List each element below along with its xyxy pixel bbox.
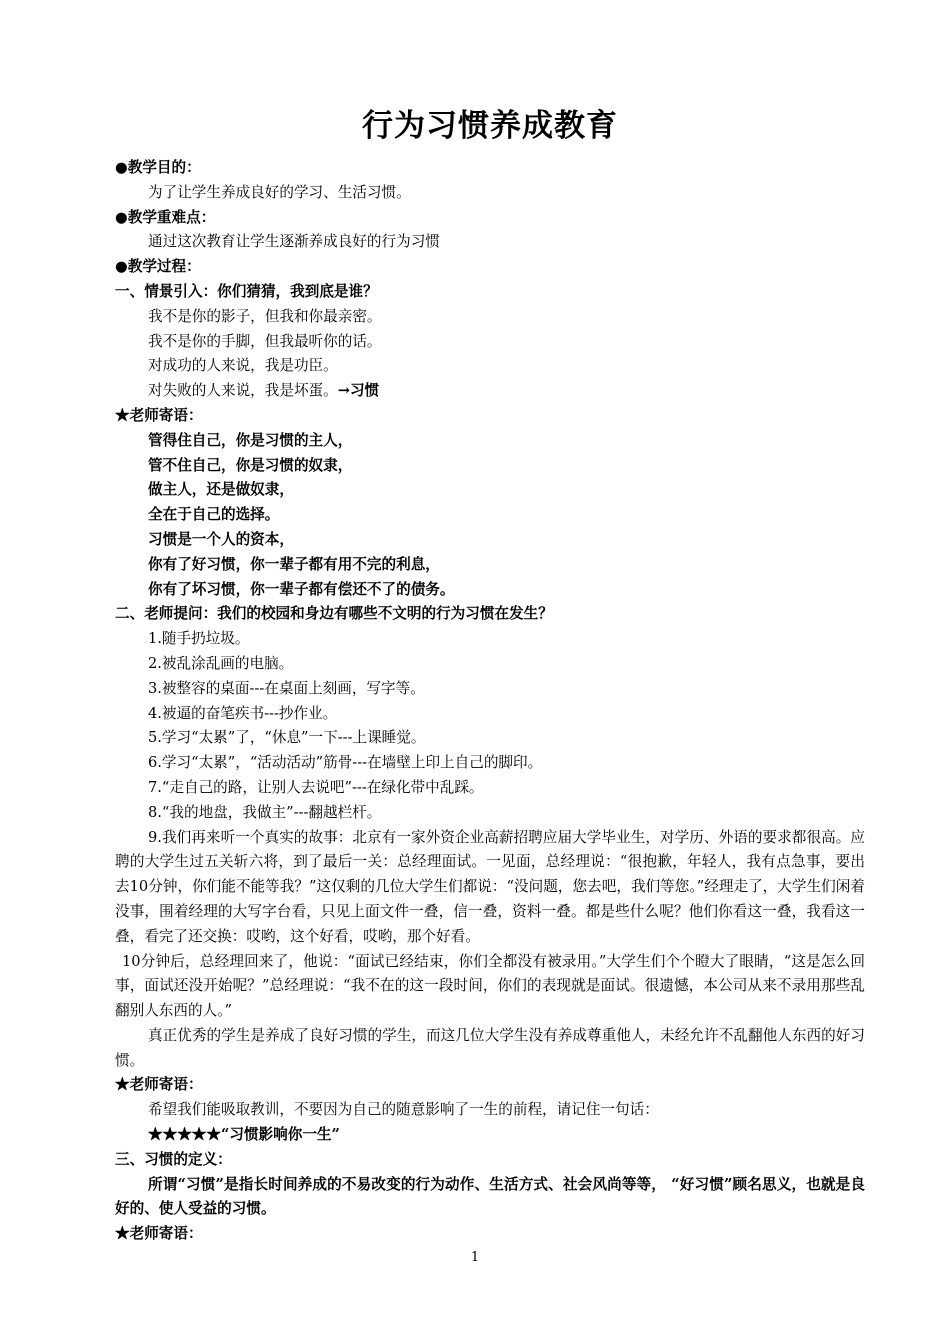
saying-line: 全在于自己的选择。 [148,506,280,524]
saying-line: 你有了坏习惯，你一辈子都有偿还不了的债务。 [148,580,455,598]
document-page [115,100,865,1247]
list-item: 2.被乱涂乱画的电脑。 [148,654,294,672]
riddle-line: 我不是你的影子，但我和你最亲密。 [148,307,382,325]
riddle-line: 对成功的人来说，我是功臣。 [148,357,338,375]
story-conclusion: 真正优秀的学生是养成了良好习惯的学生，而这几位大学生没有养成尊重他人，未经允许不乱翻他人东西的好习惯。 [115,1026,865,1069]
list-item: 3.被整容的桌面---在桌面上刻画，写字等。 [148,679,425,697]
list-item: 8.“我的地盘，我做主”---翻越栏杆。 [148,803,382,821]
teacher-message-heading: ★老师寄语： [115,406,203,424]
section-heading-goal: ●教学目的： [115,159,201,176]
section-heading-key-points: ●教学重难点： [115,208,216,226]
motto: ★★★★★“习惯影响你一生” [148,1126,340,1144]
part1-heading: 一、情景引入：你们猜猜，我到底是谁？ [115,282,378,300]
riddle-answer: →习惯 [337,382,380,400]
saying-line: 习惯是一个人的资本， [148,530,294,548]
saying-line: 你有了好习惯，你一辈子都有用不完的利息， [148,555,440,573]
key-points-text: 通过这次教育让学生逐渐养成良好的行为习惯 [148,233,440,251]
section-heading-process: ●教学过程： [115,258,201,276]
saying-line: 管得住自己，你是习惯的主人， [148,431,353,449]
list-item: 1.随手扔垃圾。 [148,630,250,648]
goal-text: 为了让学生养成良好的学习、生活习惯。 [148,183,411,201]
teacher-message-heading: ★老师寄语： [115,1225,203,1243]
definition-paragraph: 所谓“习惯”是指长时间养成的不易改变的行为动作、生活方式、社会风尚等等， “好习惯”顾名思义，也就是良好的、使人受益的习惯。 [115,1175,865,1218]
riddle-text: 对失败的人来说，我是坏蛋。 [148,382,338,400]
list-item: 5.学习“太累”了，“休息”一下---上课睡觉。 [148,729,426,747]
list-item: 6.学习“太累”，“活动活动”筋骨---在墙壁上印上自己的脚印。 [148,754,543,772]
riddle-line [115,379,865,404]
page-number: 1 [470,1250,480,1265]
story-paragraph: 9.我们再来听一个真实的故事：北京有一家外资企业高薪招聘应届大学毕业生，对学历、外语的要求都很高。应聘的大学生过五关斩六将，到了最后一关：总经理面试。一见面，总经理说：“很抱歉，年轻人，我有点急事，要出去10分钟，你们能不能等我？”这仅剩的几位大学生们都说：“没问题，您去吧，我们等您。”经理走了，大学生们闲着没事，围着经理的大写字台看，只见上面文件一叠，信一叠，资料一叠。都是些什么呢？他们你看这一叠，我看这一叠，看完了还交换：哎哟，这个好看，哎哟，那个好看。 [115,828,865,945]
part3-heading: 三、习惯的定义： [115,1150,232,1168]
page-title: 行为习惯养成教育 [362,108,618,144]
list-item: 7.“走自己的路，让别人去说吧”---在绿化带中乱踩。 [148,778,484,796]
story-paragraph: 10分钟后，总经理回来了，他说：“面试已经结束，你们全都没有被录用。”大学生们个个瞪大了眼睛，“这是怎么回事，面试还没开始呢？”总经理说：“我不在的这一段时间，你们的表现就是面试。很遗憾，本公司从来不录用那些乱翻别人东西的人。” [115,952,865,1020]
riddle-line: 我不是你的手脚，但我最听你的话。 [148,332,382,350]
saying-line: 管不住自己，你是习惯的奴隶， [148,456,353,474]
teacher-message-heading: ★老师寄语： [115,1076,203,1094]
part2-heading: 二、老师提问：我们的校园和身边有哪些不文明的行为习惯在发生？ [115,605,553,623]
teacher-message-text: 希望我们能吸取教训，不要因为自己的随意影响了一生的前程，请记住一句话： [148,1101,659,1119]
saying-line: 做主人，还是做奴隶， [148,481,294,499]
list-item: 4.被逼的奋笔疾书---抄作业。 [148,704,338,722]
